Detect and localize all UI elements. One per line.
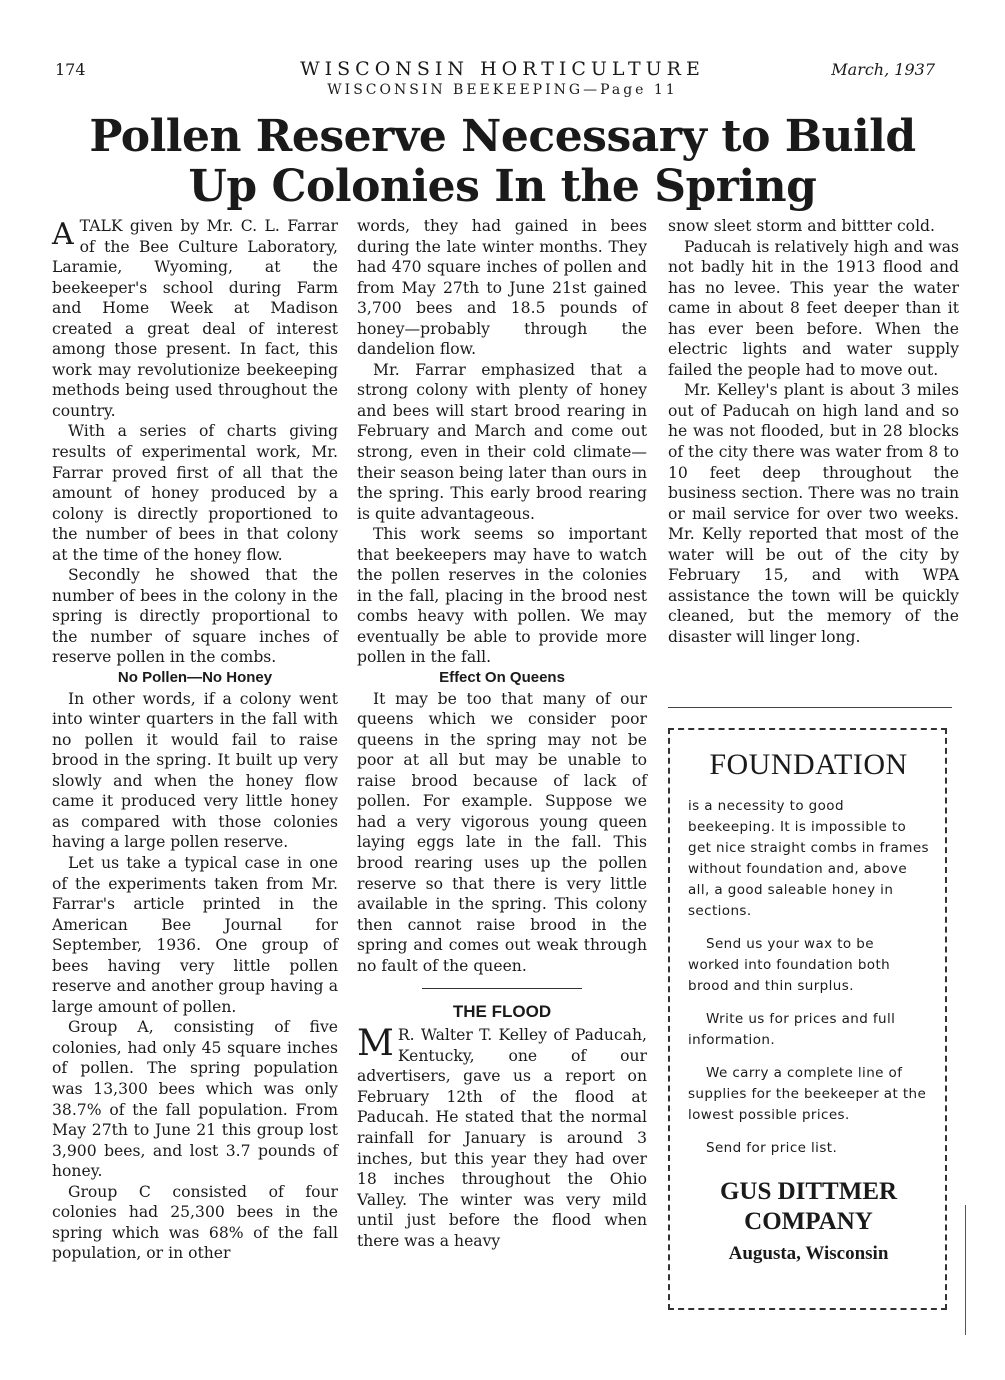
drop-cap: M: [357, 1023, 394, 1065]
paragraph: Group A, consisting of five colonies, had only 45 square inches of pollen. The spring population was 13,300 bees which was only 38.7% of the fall population. From May 27th to June 21 this group lost 3,900 bees, and lost 3.7 pounds of honey.: [52, 1018, 338, 1181]
page-number: 174: [55, 60, 86, 79]
company-city: Augusta, Wisconsin: [728, 1243, 889, 1264]
flood-title: THE FLOOD: [452, 1002, 552, 1022]
flood-intro-text: R. Walter T. Kelley of Paducah, Kentucky, one of our advertisers, gave us a report on February 12th of the flood at Paducah. He stated that the normal rainfall for January is around 3 inches, but this year they had over 18 inches throughout the Ohio Valley. The winter was very mild until just before the flood when there was a heavy: [357, 1026, 647, 1250]
drop-cap: A: [52, 217, 74, 252]
subheading: No Pollen—No Honey: [117, 669, 273, 687]
article-title: Pollen Reserve Necessary to Build Up Colonies In the Spring: [89, 111, 916, 212]
ad-heading: FOUNDATION: [709, 748, 908, 781]
section-name: WISCONSIN BEEKEEPING—Page 11: [327, 82, 678, 98]
column-1: [52, 216, 338, 1264]
ad-paragraph: We carry a complete line of supplies for the beekeeper at the lowest possible prices.: [688, 1065, 927, 1123]
paragraph: words, they had gained in bees during the late winter months. They had 470 square inches of pollen and from May 27th to June 21st gained 3,700 bees and 18.5 pounds of honey—probably through the dandelion flow.: [357, 217, 647, 359]
page-edge-line: [965, 1205, 966, 1335]
divider-rule: [422, 988, 582, 989]
ad-paragraph: Send for price list.: [706, 1140, 838, 1156]
paragraph: With a series of charts giving results of experimental work, Mr. Farrar proved first of all that the amount of honey produced by a colony is directly proportioned to the number of bees in that colony at the time of the honey flow.: [52, 422, 338, 564]
foundation-advertisement: [668, 728, 947, 1310]
paragraph: Mr. Kelley's plant is about 3 miles out of Paducah on high land and so he was not flooded, but in 28 blocks of the city there was water from 8 to 10 feet deep throughout the business section. There was no train or mail service for over two weeks. Mr. Kelly reported that most of the water will be out of the city by February 15, and with WPA assistance the town will be quickly cleaned, but the memory of the disaster will linger long.: [668, 381, 959, 646]
paragraph: Paducah is relatively high and was not badly hit in the 1913 flood and has no levee. This year the water came in about 8 feet deeper than it has ever been before. When the electric lights and water supply failed the people had to move out.: [668, 237, 959, 379]
paragraph: snow sleet storm and bittter cold.: [668, 217, 935, 235]
ad-paragraph: Send us your wax to be worked into foundation both brood and thin surplus.: [688, 936, 891, 994]
paragraph: Group C consisted of four colonies had 25,300 bees in the spring which was 68% of the fall population, or in other: [52, 1182, 338, 1263]
column-2: [357, 216, 647, 1251]
issue-date: March, 1937: [831, 60, 935, 79]
ad-paragraph: is a necessity to good beekeeping. It is impossible to get nice straight combs in frames without foundation and, above all, a good saleable honey in sections.: [688, 798, 929, 919]
intro-text: TALK given by Mr. C. L. Farrar of the Bee Culture Laboratory, Laramie, Wyoming, at the beekeeper's school during Farm and Home Week at Madison created a great deal of interest among those present. In fact, this work may revolutionize beekeeping methods being used throughout the country.: [52, 217, 338, 420]
publication-name: WISCONSIN HORTICULTURE: [300, 58, 705, 80]
paragraph: Secondly he showed that the number of bees in the colony in the spring is directly proportional to the number of square inches of reserve pollen in the combs.: [52, 566, 338, 667]
column-3: [668, 216, 959, 647]
intro-paragraph: [52, 216, 338, 421]
flood-intro: [357, 1025, 647, 1251]
company-name: GUS DITTMER COMPANY: [719, 1178, 898, 1235]
ad-top-rule: [668, 707, 952, 708]
paragraph: This work seems so important that beekeepers may have to watch the pollen reserves in the colonies in the fall, placing in the brood nest combs heavy with pollen. We may eventually be able to provide more pollen in the fall.: [357, 525, 647, 667]
paragraph: Mr. Farrar emphasized that a strong colony with plenty of honey and bees will start brood rearing in February and March and come out strong, even in their cold climate—their season being later than ours in the spring. This early brood rearing is quite advantageous.: [357, 360, 647, 523]
subheading: Effect On Queens: [439, 669, 565, 687]
paragraph: Let us take a typical case in one of the experiments taken from Mr. Farrar's article printed in the American Bee Journal for September, 1936. One group of bees having very little pollen reserve and another group having a large amount of pollen.: [52, 853, 338, 1016]
ad-paragraph: Write us for prices and full information.: [688, 1011, 896, 1048]
paragraph: It may be too that many of our queens which we consider poor queens in the spring may not be poor at all but may be unable to raise brood because of lack of pollen. For example. Suppose we had a very vigorous young queen laying eggs late in the fall. This brood rearing uses up the pollen reserve so that there is very little available in the spring. This colony then cannot raise brood in the spring and comes out weak through no fault of the queen.: [357, 689, 647, 975]
paragraph: In other words, if a colony went into winter quarters in the fall with no pollen it would fail to raise brood in the spring. It built up very slowly and when the honey flow came it produced very little honey as compared with those colonies having a large pollen reserve.: [52, 689, 338, 852]
